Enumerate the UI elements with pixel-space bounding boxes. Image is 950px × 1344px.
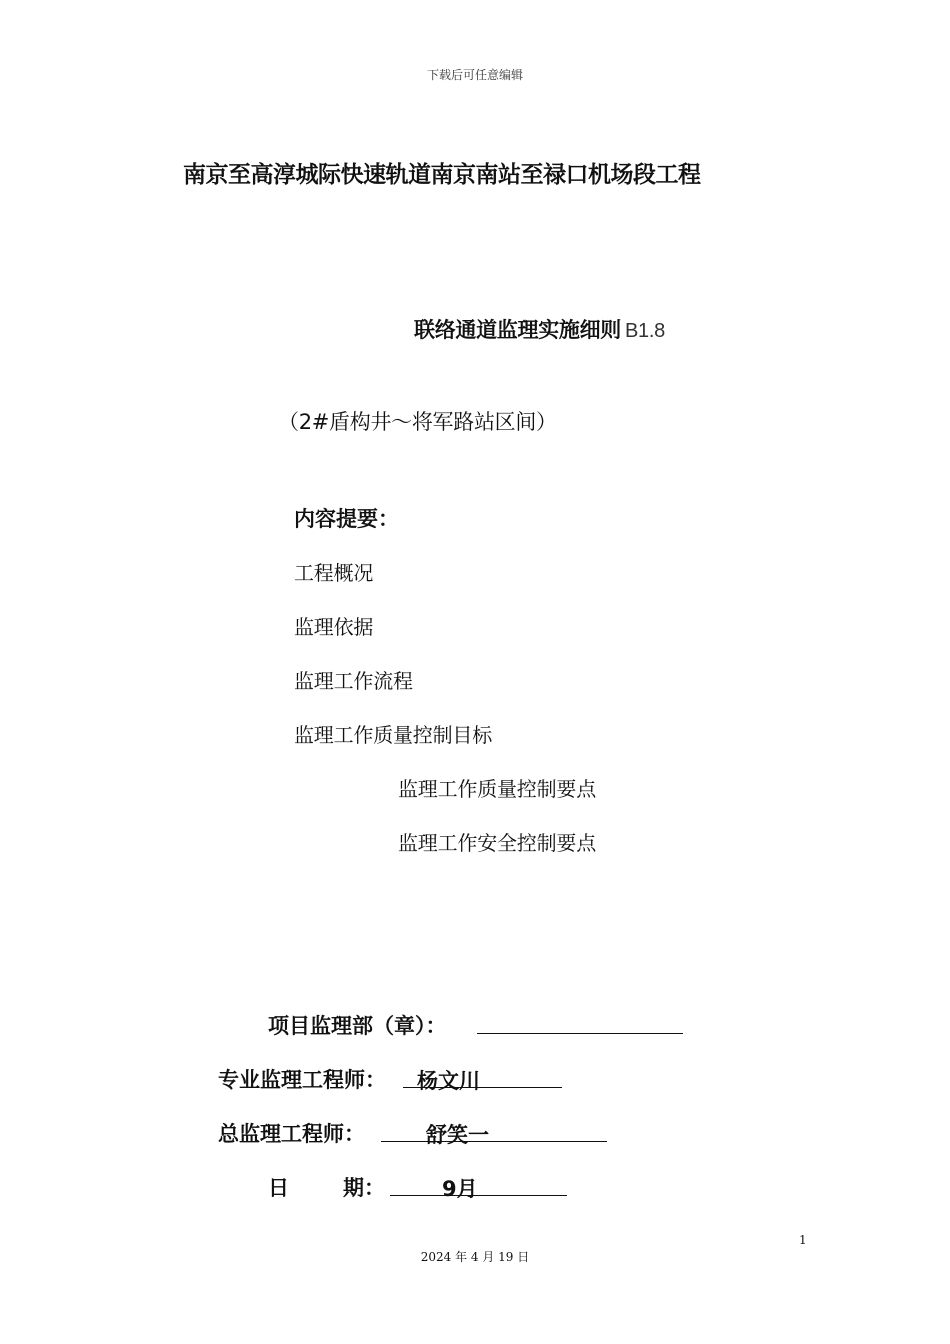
chief-engineer-line: [381, 1119, 607, 1147]
specialist-engineer-label: 专业监理工程师：: [218, 1068, 386, 1092]
date-label-2: 期：: [343, 1176, 385, 1200]
document-title: 南京至高淳城际快速轨道南京南站至禄口机场段工程: [183, 162, 701, 188]
summary-item: 监理工作安全控制要点: [398, 831, 596, 855]
summary-item: 监理工作质量控制要点: [398, 777, 596, 801]
date-value: 9月: [442, 1177, 478, 1201]
page-number: 1: [799, 1233, 807, 1247]
specialist-engineer-name: 杨文川: [417, 1069, 480, 1093]
chief-engineer-name: 舒笑一: [426, 1123, 489, 1147]
subtitle-text: 联络通道监理实施细则: [414, 318, 621, 342]
summary-label: 内容提要：: [294, 507, 399, 531]
summary-item: 监理依据: [294, 615, 374, 639]
header-note: 下载后可任意编辑: [426, 68, 523, 82]
section-heading: （2#盾构井～将军路站区间）: [278, 410, 557, 434]
specialist-engineer-line: [403, 1065, 562, 1093]
chief-engineer-label: 总监理工程师：: [218, 1122, 365, 1146]
footer-date: 2024 年 4 月 19 日: [420, 1250, 530, 1264]
summary-item: 工程概况: [294, 561, 374, 585]
date-label-1: 日: [268, 1176, 289, 1200]
summary-item: 监理工作流程: [294, 669, 413, 693]
summary-item: 监理工作质量控制目标: [294, 723, 492, 747]
document-subtitle: [414, 314, 665, 344]
dept-seal-label: 项目监理部（章）：: [268, 1014, 447, 1038]
subtitle-code: B1.8: [625, 320, 665, 342]
dept-seal-line: [477, 1011, 683, 1034]
date-line: [390, 1173, 567, 1201]
